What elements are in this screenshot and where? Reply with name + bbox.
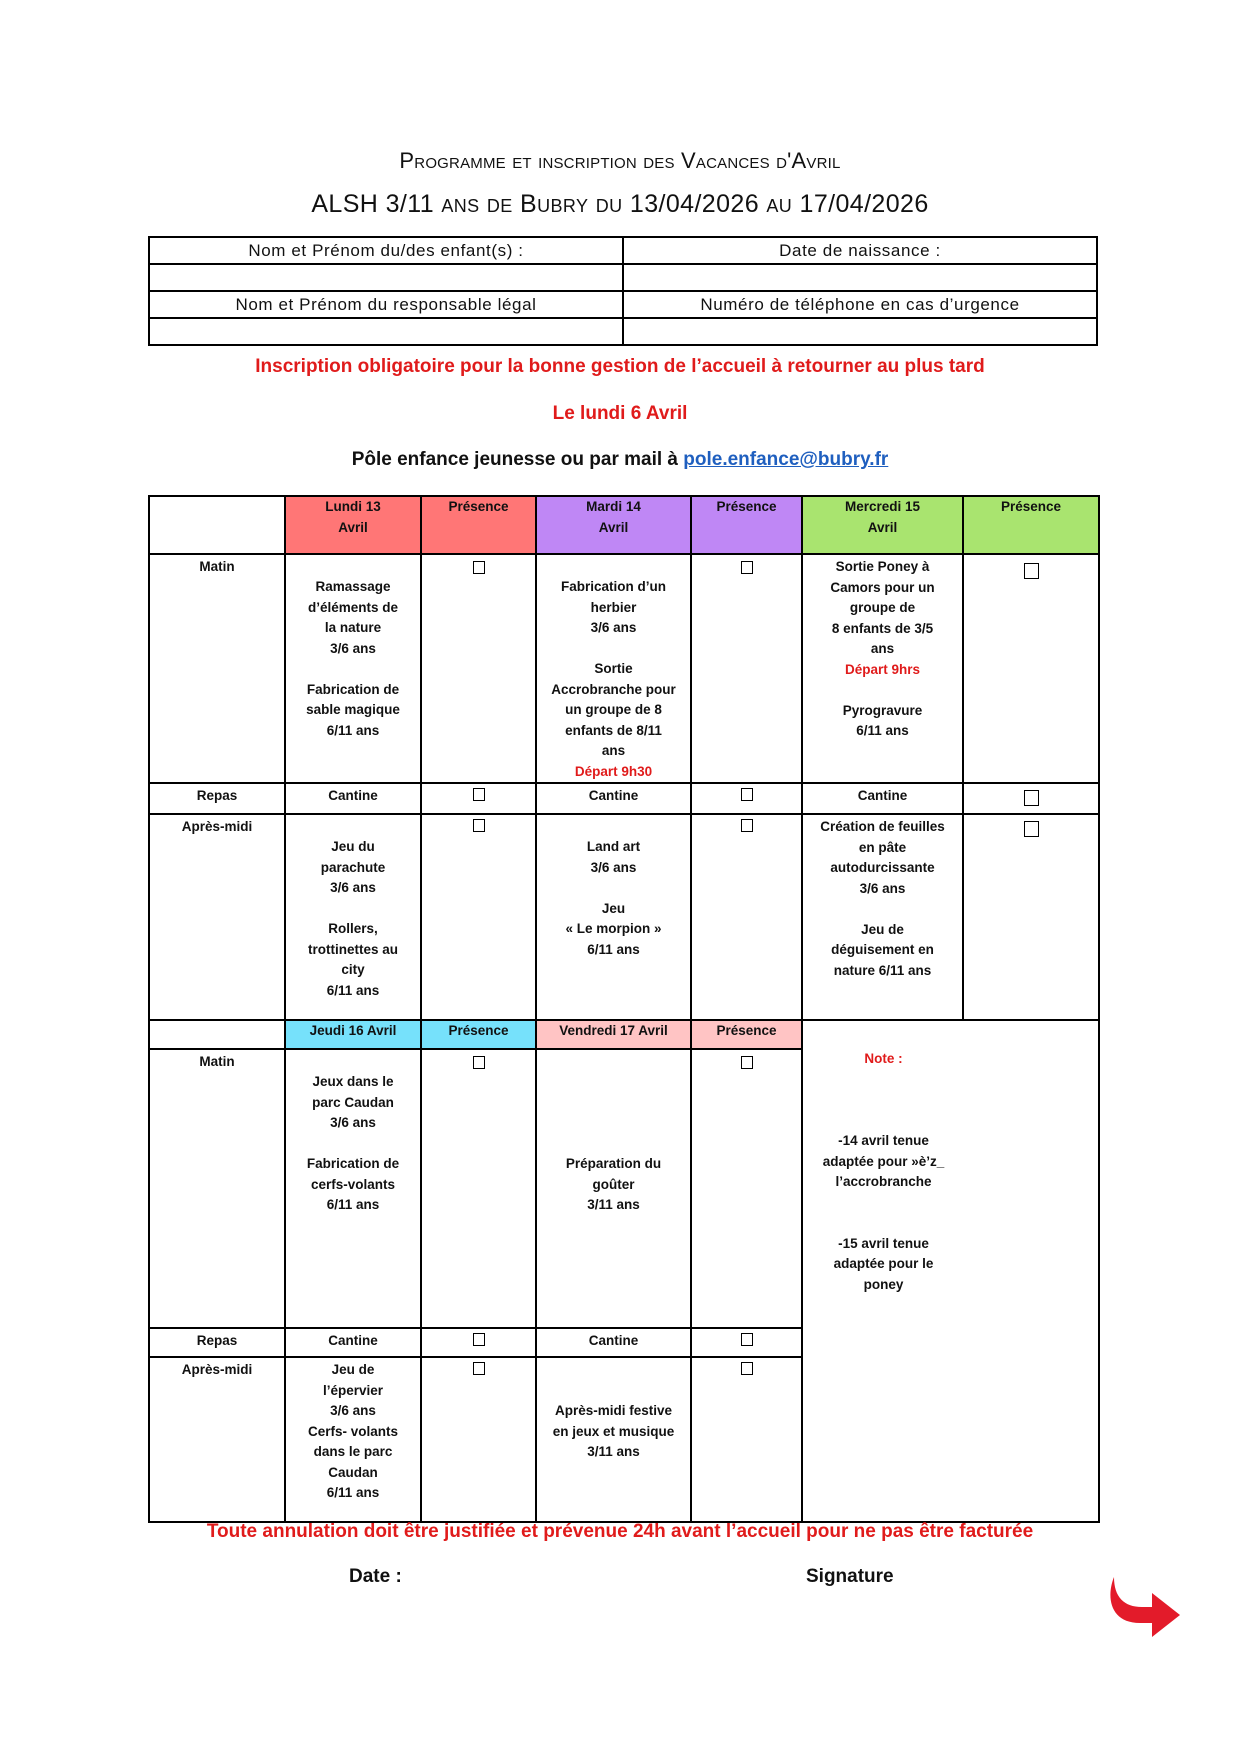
checkbox[interactable]: [473, 1056, 485, 1069]
row-label-matin: Matin: [149, 554, 285, 783]
presence-header-lundi: Présence: [421, 496, 536, 554]
meal-jeudi: Cantine: [285, 1328, 421, 1357]
day-header-lundi: Lundi 13 Avril: [285, 496, 421, 554]
activity-text: Préparation du goûter 3/11 ans: [565, 1156, 662, 1212]
deadline-date: Le lundi 6 Avril: [552, 403, 688, 424]
highlight-text: Départ 9hrs: [844, 661, 921, 677]
note-cell: [802, 1020, 1099, 1522]
registration-form: [148, 236, 1098, 346]
presence-lundi-apres: [421, 814, 536, 1020]
presence-vendredi-repas: [691, 1328, 802, 1357]
presence-jeudi-apres: [421, 1357, 536, 1522]
document-title: Programme et inscription des Vacances d'Avril: [399, 148, 841, 173]
presence-lundi-matin: [421, 554, 536, 783]
checkbox[interactable]: [741, 1362, 753, 1375]
meal-lundi: Cantine: [285, 783, 421, 814]
meal-mercredi: Cantine: [802, 783, 963, 814]
activity-mercredi-matin: [802, 554, 963, 783]
checkbox[interactable]: [473, 788, 485, 801]
presence-mercredi-apres: [963, 814, 1099, 1020]
date-label: Date :: [349, 1566, 402, 1587]
row-label-repas: Repas: [149, 783, 285, 814]
presence-mardi-apres: [691, 814, 802, 1020]
activity-vendredi-apres: [536, 1357, 691, 1522]
next-page-arrow-icon: [1106, 1575, 1184, 1645]
activity-text: Fabrication d’un herbier 3/6 ans Sortie Accrobranche pour un groupe de 8 enfants de 8/11 ans: [551, 579, 676, 758]
activity-vendredi-matin: [536, 1049, 691, 1328]
activity-text: Ramassage d’éléments de la nature 3/6 ans Fabrication de sable magique 6/11 ans: [306, 579, 400, 738]
row-label-matin-2: Matin: [149, 1049, 285, 1328]
checkbox[interactable]: [741, 1333, 753, 1346]
checkbox[interactable]: [473, 819, 485, 832]
child-name-field[interactable]: [149, 264, 623, 291]
activity-text: Pyrogravure 6/11 ans: [842, 702, 923, 738]
day-header-mercredi: Mercredi 15 Avril: [802, 496, 963, 554]
checkbox[interactable]: [473, 1333, 485, 1346]
activity-text: Jeu de l’épervier 3/6 ans Cerfs- volants dans le parc Caudan 6/11 ans: [307, 1362, 399, 1500]
guardian-field[interactable]: [149, 318, 623, 345]
checkbox[interactable]: [741, 561, 753, 574]
activity-text: -14 avril tenue adaptée pour »è’z_ l’accrobranche -15 avril tenue adaptée pour le poney: [822, 1133, 945, 1292]
presence-mercredi-matin: [963, 554, 1099, 783]
presence-mardi-matin: [691, 554, 802, 783]
document-subtitle: ALSH 3/11 ans de Bubry du 13/04/2026 au 17/04/2026: [311, 190, 929, 218]
activity-text: Land art 3/6 ans Jeu « Le morpion » 6/11 ans: [565, 839, 662, 957]
day-header-jeudi: Jeudi 16 Avril: [285, 1020, 421, 1049]
program-table: [148, 495, 1100, 1523]
presence-header-jeudi: Présence: [421, 1020, 536, 1049]
presence-jeudi-matin: [421, 1049, 536, 1328]
phone-label: Numéro de téléphone en cas d’urgence: [623, 291, 1097, 318]
checkbox[interactable]: [473, 1362, 485, 1375]
activity-mercredi-apres: [802, 814, 963, 1020]
activity-text: Après-midi festive en jeux et musique 3/11 ans: [552, 1403, 675, 1459]
activity-text: Création de feuilles en pâte autodurcissante 3/6 ans Jeu de déguisement en nature 6/11 ans: [820, 819, 945, 978]
checkbox[interactable]: [1024, 790, 1039, 806]
row-label-apres-midi-2: Après-midi: [149, 1357, 285, 1522]
day-header-mardi: Mardi 14 Avril: [536, 496, 691, 554]
note-text: [803, 1021, 964, 1295]
presence-jeudi-repas: [421, 1328, 536, 1357]
presence-mercredi-repas: [963, 783, 1099, 814]
signature-label: Signature: [806, 1566, 894, 1587]
row-label-repas-2: Repas: [149, 1328, 285, 1357]
presence-header-mercredi: Présence: [963, 496, 1099, 554]
corner-cell: [149, 496, 285, 554]
deadline-notice: Inscription obligatoire pour la bonne gestion de l’accueil à retourner au plus tard: [255, 356, 985, 377]
cancellation-notice: Toute annulation doit être justifiée et prévenue 24h avant l’accueil pour ne pas être facturée: [206, 1521, 1034, 1542]
activity-mardi-apres: [536, 814, 691, 1020]
checkbox[interactable]: [1024, 563, 1039, 579]
meal-vendredi: Cantine: [536, 1328, 691, 1357]
email-link[interactable]: pole.enfance@bubry.fr: [683, 449, 889, 470]
corner-cell-2: [149, 1020, 285, 1049]
activity-text: Sortie Poney à Camors pour un groupe de 8 enfants de 3/5 ans: [830, 559, 935, 656]
presence-vendredi-apres: [691, 1357, 802, 1522]
phone-field[interactable]: [623, 318, 1097, 345]
presence-mardi-repas: [691, 783, 802, 814]
contact-line: [0, 449, 1240, 471]
checkbox[interactable]: [741, 1056, 753, 1069]
activity-text: Jeux dans le parc Caudan 3/6 ans Fabrication de cerfs-volants 6/11 ans: [306, 1074, 400, 1212]
birth-date-field[interactable]: [623, 264, 1097, 291]
presence-header-mardi: Présence: [691, 496, 802, 554]
activity-jeudi-apres: [285, 1357, 421, 1522]
presence-vendredi-matin: [691, 1049, 802, 1328]
checkbox[interactable]: [741, 788, 753, 801]
meal-mardi: Cantine: [536, 783, 691, 814]
day-header-vendredi: Vendredi 17 Avril: [536, 1020, 691, 1049]
birth-date-label: Date de naissance :: [623, 237, 1097, 264]
highlight-text: Note :: [864, 1051, 903, 1066]
checkbox[interactable]: [1024, 821, 1039, 837]
activity-jeudi-matin: [285, 1049, 421, 1328]
activity-mardi-matin: [536, 554, 691, 783]
child-name-label: Nom et Prénom du/des enfant(s) :: [149, 237, 623, 264]
checkbox[interactable]: [741, 819, 753, 832]
presence-lundi-repas: [421, 783, 536, 814]
activity-lundi-matin: [285, 554, 421, 783]
activity-text: Jeu du parachute 3/6 ans Rollers, trottinettes au city 6/11 ans: [307, 839, 398, 998]
highlight-text: Départ 9h30: [574, 763, 653, 779]
checkbox[interactable]: [473, 561, 485, 574]
contact-text: Pôle enfance jeunesse ou par mail à: [351, 449, 684, 470]
activity-lundi-apres: [285, 814, 421, 1020]
guardian-label: Nom et Prénom du responsable légal: [149, 291, 623, 318]
row-label-apres-midi: Après-midi: [149, 814, 285, 1020]
presence-header-vendredi: Présence: [691, 1020, 802, 1049]
